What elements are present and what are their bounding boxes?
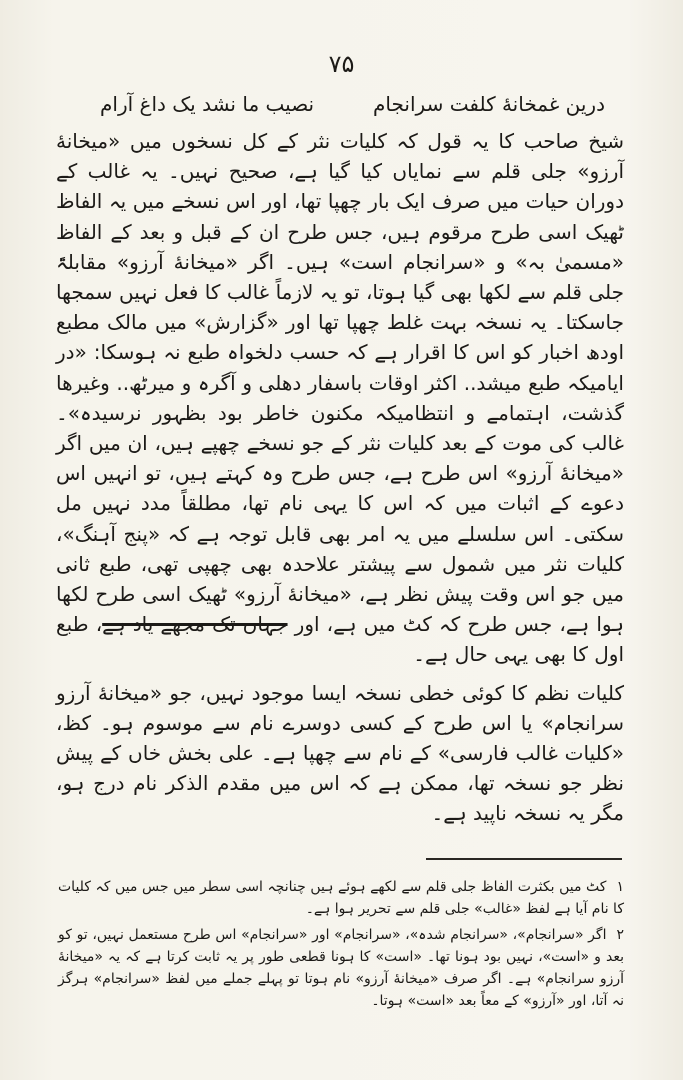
page-number: ۷۵ (328, 50, 355, 78)
struck-out-phrase: جہاں تک مجھے یاد ہے (102, 612, 288, 637)
paragraph-1 (56, 126, 624, 670)
footnote-number: ۱ (616, 879, 624, 895)
footnotes (58, 876, 624, 1016)
footnote (58, 924, 624, 1012)
footnote (58, 876, 624, 920)
paragraph-1-text: شیخ صاحب کا یہ قول کہ کلیات نثر کے کل نسخوں میں «میخانهٔ آرزو» جلی قلم سے نمایاں کیا گیا ہے، صحیح نہیں۔ یہ غالب کے دوران حیات میں صرف ایک بار چھپا تھا، اور اس نسخے میں یہ الفاظ ٹھیک اسی طرح مرقوم ہیں، جس طرح ان کے قبل و بعد کے الفاظ «مسمیٰ بہ» و «سرانجام است» ہیں۔ اگر «میخانهٔ آرزو» مقابلۃً جلی قلم سے لکھا بھی گیا ہوتا، تو یہ لازماً غالب کا فعل نہیں سمجھا جاسکتا۔ یہ نسخہ بہت غلط چھپا تھا اور «گزارش» میں مالک مطبع اودھ اخبار کو اس کا اقرار ہے کہ حسب دلخواہ طبع نہ ہوسکا: «در ایامیکہ طبع میشد.. اکثر اوقات باسفار دھلی و آگرہ و میرٹھ.. وغیرھا گذشت، اہتمامے و انتظامیکہ مکنون خاطر بود بظہور نرسیدہ»۔ غالب کی موت کے بعد کلیات نثر کے جو نسخے چھپے ہیں، ان میں اگر «میخانهٔ آرزو» اس طرح ہے، جس طرح وہ کہتے ہیں، تو انہیں اس دعوے کے اثبات میں کہ اس کا یہی نام تھا، مطلقاً مدد نہیں مل سکتی۔ اس سلسلے میں یہ امر بھی قابل توجہ ہے کہ «پنج آہنگ»، کلیات نثر میں شمول سے پیشتر علاحدہ بھی چھپی تھی، طبع ثانی میں جو اس وقت پیش نظر ہے، «میخانهٔ آرزو» ٹھیک اسی طرح لکھا ہوا ہے، جس طرح کہ کٹ میں ہے، اور (56, 129, 624, 637)
paragraph-2: کلیات نظم کا کوئی خطی نسخہ ایسا موجود نہیں، جو «میخانهٔ آرزو سرانجام» یا اس طرح کے کسی دوسرے نام سے موسوم ہو۔ کظ، «کلیات غالب فارسی» کے نام سے چھپا ہے۔ علی بخش خاں کے پیش نظر جو نسخہ تھا، ممکن ہے کہ اس میں مقدم الذکر نام درج ہو، مگر یہ نسخہ ناپید ہے۔ (56, 680, 624, 826)
main-text (56, 126, 624, 829)
footnote-number: ۲ (616, 927, 624, 943)
paragraph-1-ending: ، طبع اول کا بھی یہی حال ہے۔ (56, 612, 624, 667)
footnote-text: اگر «سرانجام»، «سرانجام شدہ»، «سرانجام» اور «سرانجام» اس طرح مستعمل نہیں، تو کو بعد و «است»، نہیں بود ہونا تھا۔ «است» کا ہونا قطعی طور پر یہ ثابت کرتا ہے کہ یہ «میخانهٔ آرزو سرانجام» ہے۔ اگر صرف «میخانهٔ آرزو» نام ہوتا تو پہلے جملے میں لفظ «سرانجام» ہرگز نہ آتا، اور «آرزو» کے معاً بعد «است» ہوتا۔ (58, 927, 624, 1009)
verse-couplet (100, 92, 605, 116)
verse-second-hemistich: نصیب ما نشد یک داغ آرام (100, 92, 315, 116)
footnote-divider (426, 858, 622, 860)
footnote-text: کٹ میں بکثرت الفاظ جلی قلم سے لکھے ہوئے ہیں چنانچہ اسی سطر میں جس میں کہ کلیات کا نام آیا ہے لفظ «غالب» جلی قلم سے تحریر ہوا ہے۔ (58, 879, 624, 917)
verse-first-hemistich: درین غمخانهٔ کلفت سرانجام (373, 92, 605, 116)
